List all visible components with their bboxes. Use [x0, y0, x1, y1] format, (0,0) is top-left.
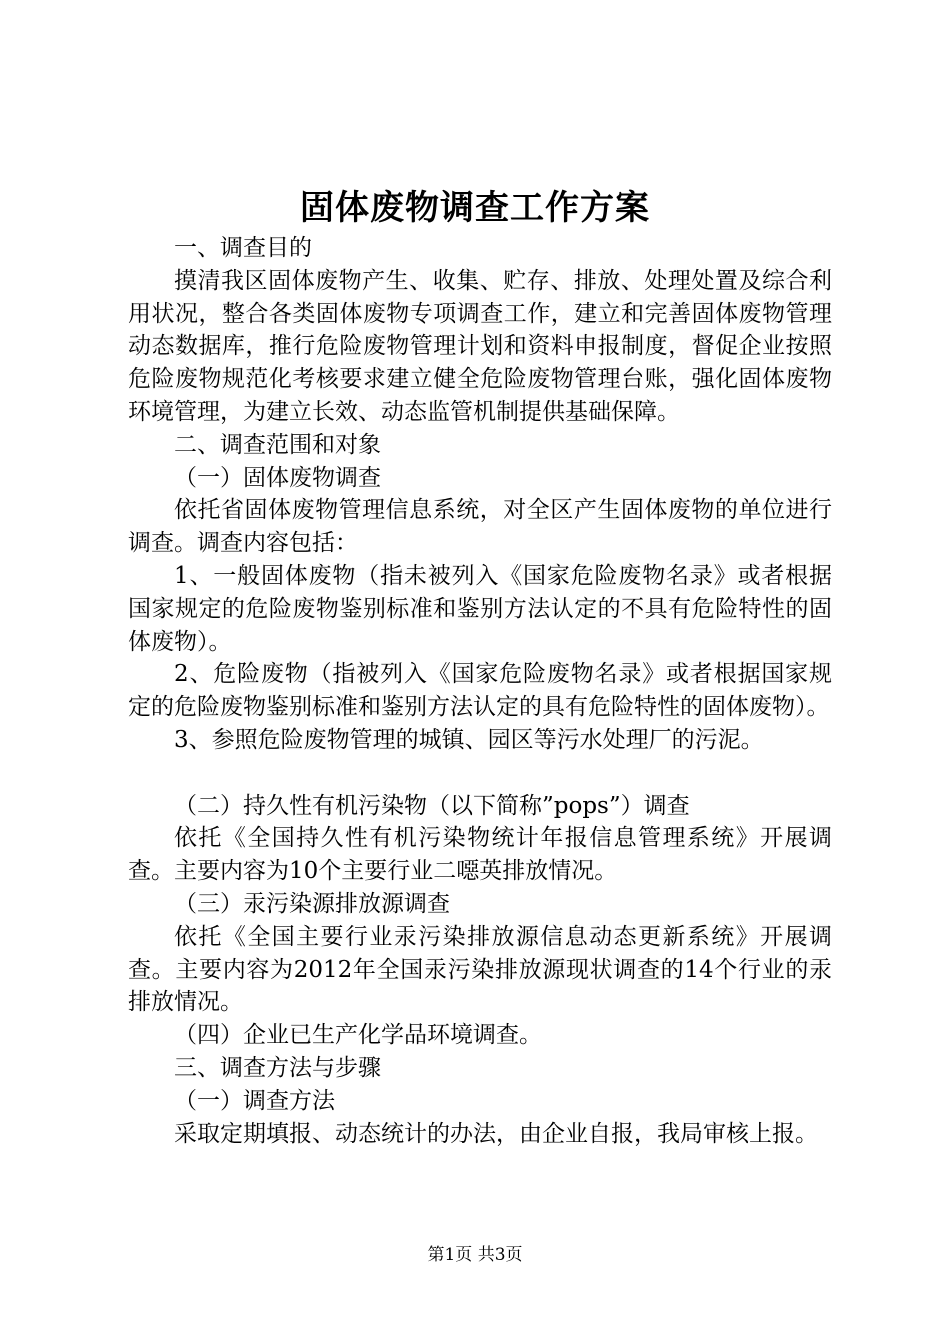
list-item: 2、危险废物（指被列入《国家危险废物名录》或者根据国家规定的危险废物鉴别标准和鉴别方法认定的具有危险特性的固体废物）。	[128, 661, 832, 721]
subsection-heading: （四）企业已生产化学品环境调查。	[174, 1022, 542, 1049]
subsection-heading: （二）持久性有机污染物（以下简称”pops”）调查	[174, 792, 690, 819]
section-heading: 一、调查目的	[174, 235, 312, 261]
body-paragraph: 依托《全国主要行业汞污染排放源信息动态更新系统》开展调查。主要内容为2012年全国汞污染排放源现状调查的14个行业的汞排放情况。	[128, 923, 832, 1016]
subsection-heading: （一）调查方法	[174, 1087, 335, 1114]
subsection-heading: （三）汞污染源排放源调查	[174, 890, 450, 917]
body-paragraph: 采取定期填报、动态统计的办法，由企业自报，我局审核上报。	[174, 1120, 818, 1147]
subsection-heading: （一）固体废物调查	[174, 464, 381, 491]
body-paragraph: 摸清我区固体废物产生、收集、贮存、排放、处理处置及综合利用状况，整合各类固体废物专项调查工作，建立和完善固体废物管理动态数据库，推行危险废物管理计划和资料申报制度，督促企业按照危险废物规范化考核要求建立健全危险废物管理台账，强化固体废物环境管理，为建立长效、动态监管机制提供基础保障。	[128, 267, 832, 425]
section-heading: 二、调查范围和对象	[174, 431, 381, 458]
list-item: 3、参照危险废物管理的城镇、园区等污水处理厂的污泥。	[174, 726, 764, 753]
document-title: 固体废物调查工作方案	[300, 188, 650, 228]
page-number: 第1页 共3页	[427, 1245, 523, 1265]
blank-line	[128, 757, 832, 790]
body-paragraph: 依托省固体废物管理信息系统，对全区产生固体废物的单位进行调查。调查内容包括：	[128, 497, 832, 557]
body-paragraph: 依托《全国持久性有机污染物统计年报信息管理系统》开展调查。主要内容为10个主要行业二噁英排放情况。	[128, 825, 832, 885]
section-heading: 三、调查方法与步骤	[174, 1054, 381, 1081]
document-body	[128, 232, 832, 1150]
list-item: 1、一般固体废物（指未被列入《国家危险废物名录》或者根据国家规定的危险废物鉴别标准和鉴别方法认定的不具有危险特性的固体废物）。	[128, 562, 832, 655]
